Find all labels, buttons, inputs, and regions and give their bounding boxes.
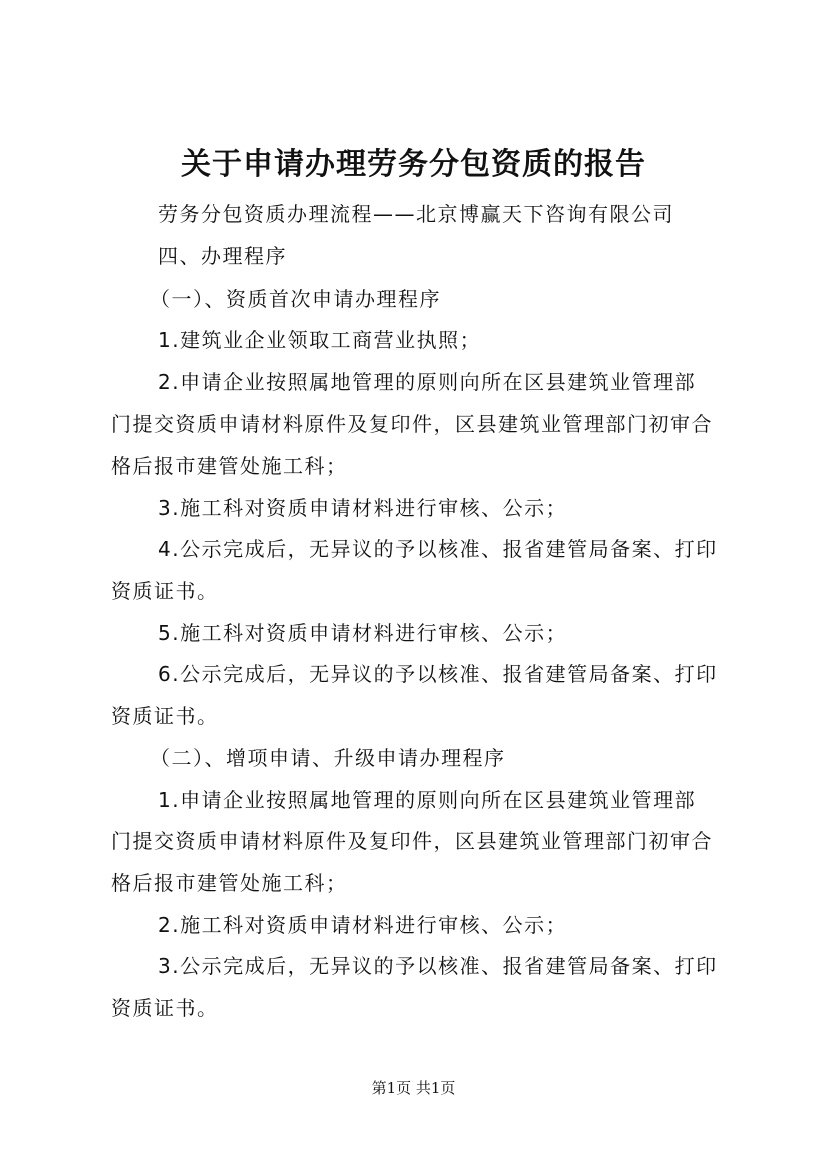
section-1-item-5: 5.施工科对资质申请材料进行审核、公示； [158, 621, 568, 645]
page-title: 关于申请办理劳务分包资质的报告 [181, 147, 646, 182]
section-heading-4: 四、办理程序 [158, 244, 287, 268]
section-2-heading: （二）、增项申请、升级申请办理程序 [150, 746, 506, 770]
section-2-item-3-line-1: 3.公示完成后，无异议的予以核准、报省建管局备案、打印 [158, 954, 718, 978]
section-1-item-2-line-3: 格后报市建管处施工科； [111, 454, 348, 478]
section-2-item-2: 2.施工科对资质申请材料进行审核、公示； [158, 913, 568, 937]
page-footer: 第1页 共1页 [371, 1079, 456, 1097]
section-2-item-1-line-2: 门提交资质申请材料原件及复印件，区县建筑业管理部门初审合 [111, 829, 713, 853]
section-2-item-1-line-1: 1.申请企业按照属地管理的原则向所在区县建筑业管理部 [158, 788, 697, 812]
section-2-item-1-line-3: 格后报市建管处施工科； [111, 871, 348, 895]
section-2-item-3-line-2: 资质证书。 [111, 996, 219, 1020]
section-1-item-3: 3.施工科对资质申请材料进行审核、公示； [158, 496, 568, 520]
section-1-item-2-line-1: 2.申请企业按照属地管理的原则向所在区县建筑业管理部 [158, 370, 697, 394]
section-1-item-1: 1.建筑业企业领取工商营业执照； [158, 328, 482, 352]
subtitle-line: 劳务分包资质办理流程——北京博赢天下咨询有限公司 [158, 202, 674, 226]
section-1-item-6-line-1: 6.公示完成后，无异议的予以核准、报省建管局备案、打印 [158, 662, 718, 686]
section-1-item-4-line-2: 资质证书。 [111, 579, 219, 603]
section-1-item-6-line-2: 资质证书。 [111, 704, 219, 728]
section-1-item-4-line-1: 4.公示完成后，无异议的予以核准、报省建管局备案、打印 [158, 537, 718, 561]
section-1-item-2-line-2: 门提交资质申请材料原件及复印件，区县建筑业管理部门初审合 [111, 412, 713, 436]
section-1-heading: （一）、资质首次申请办理程序 [150, 287, 441, 311]
